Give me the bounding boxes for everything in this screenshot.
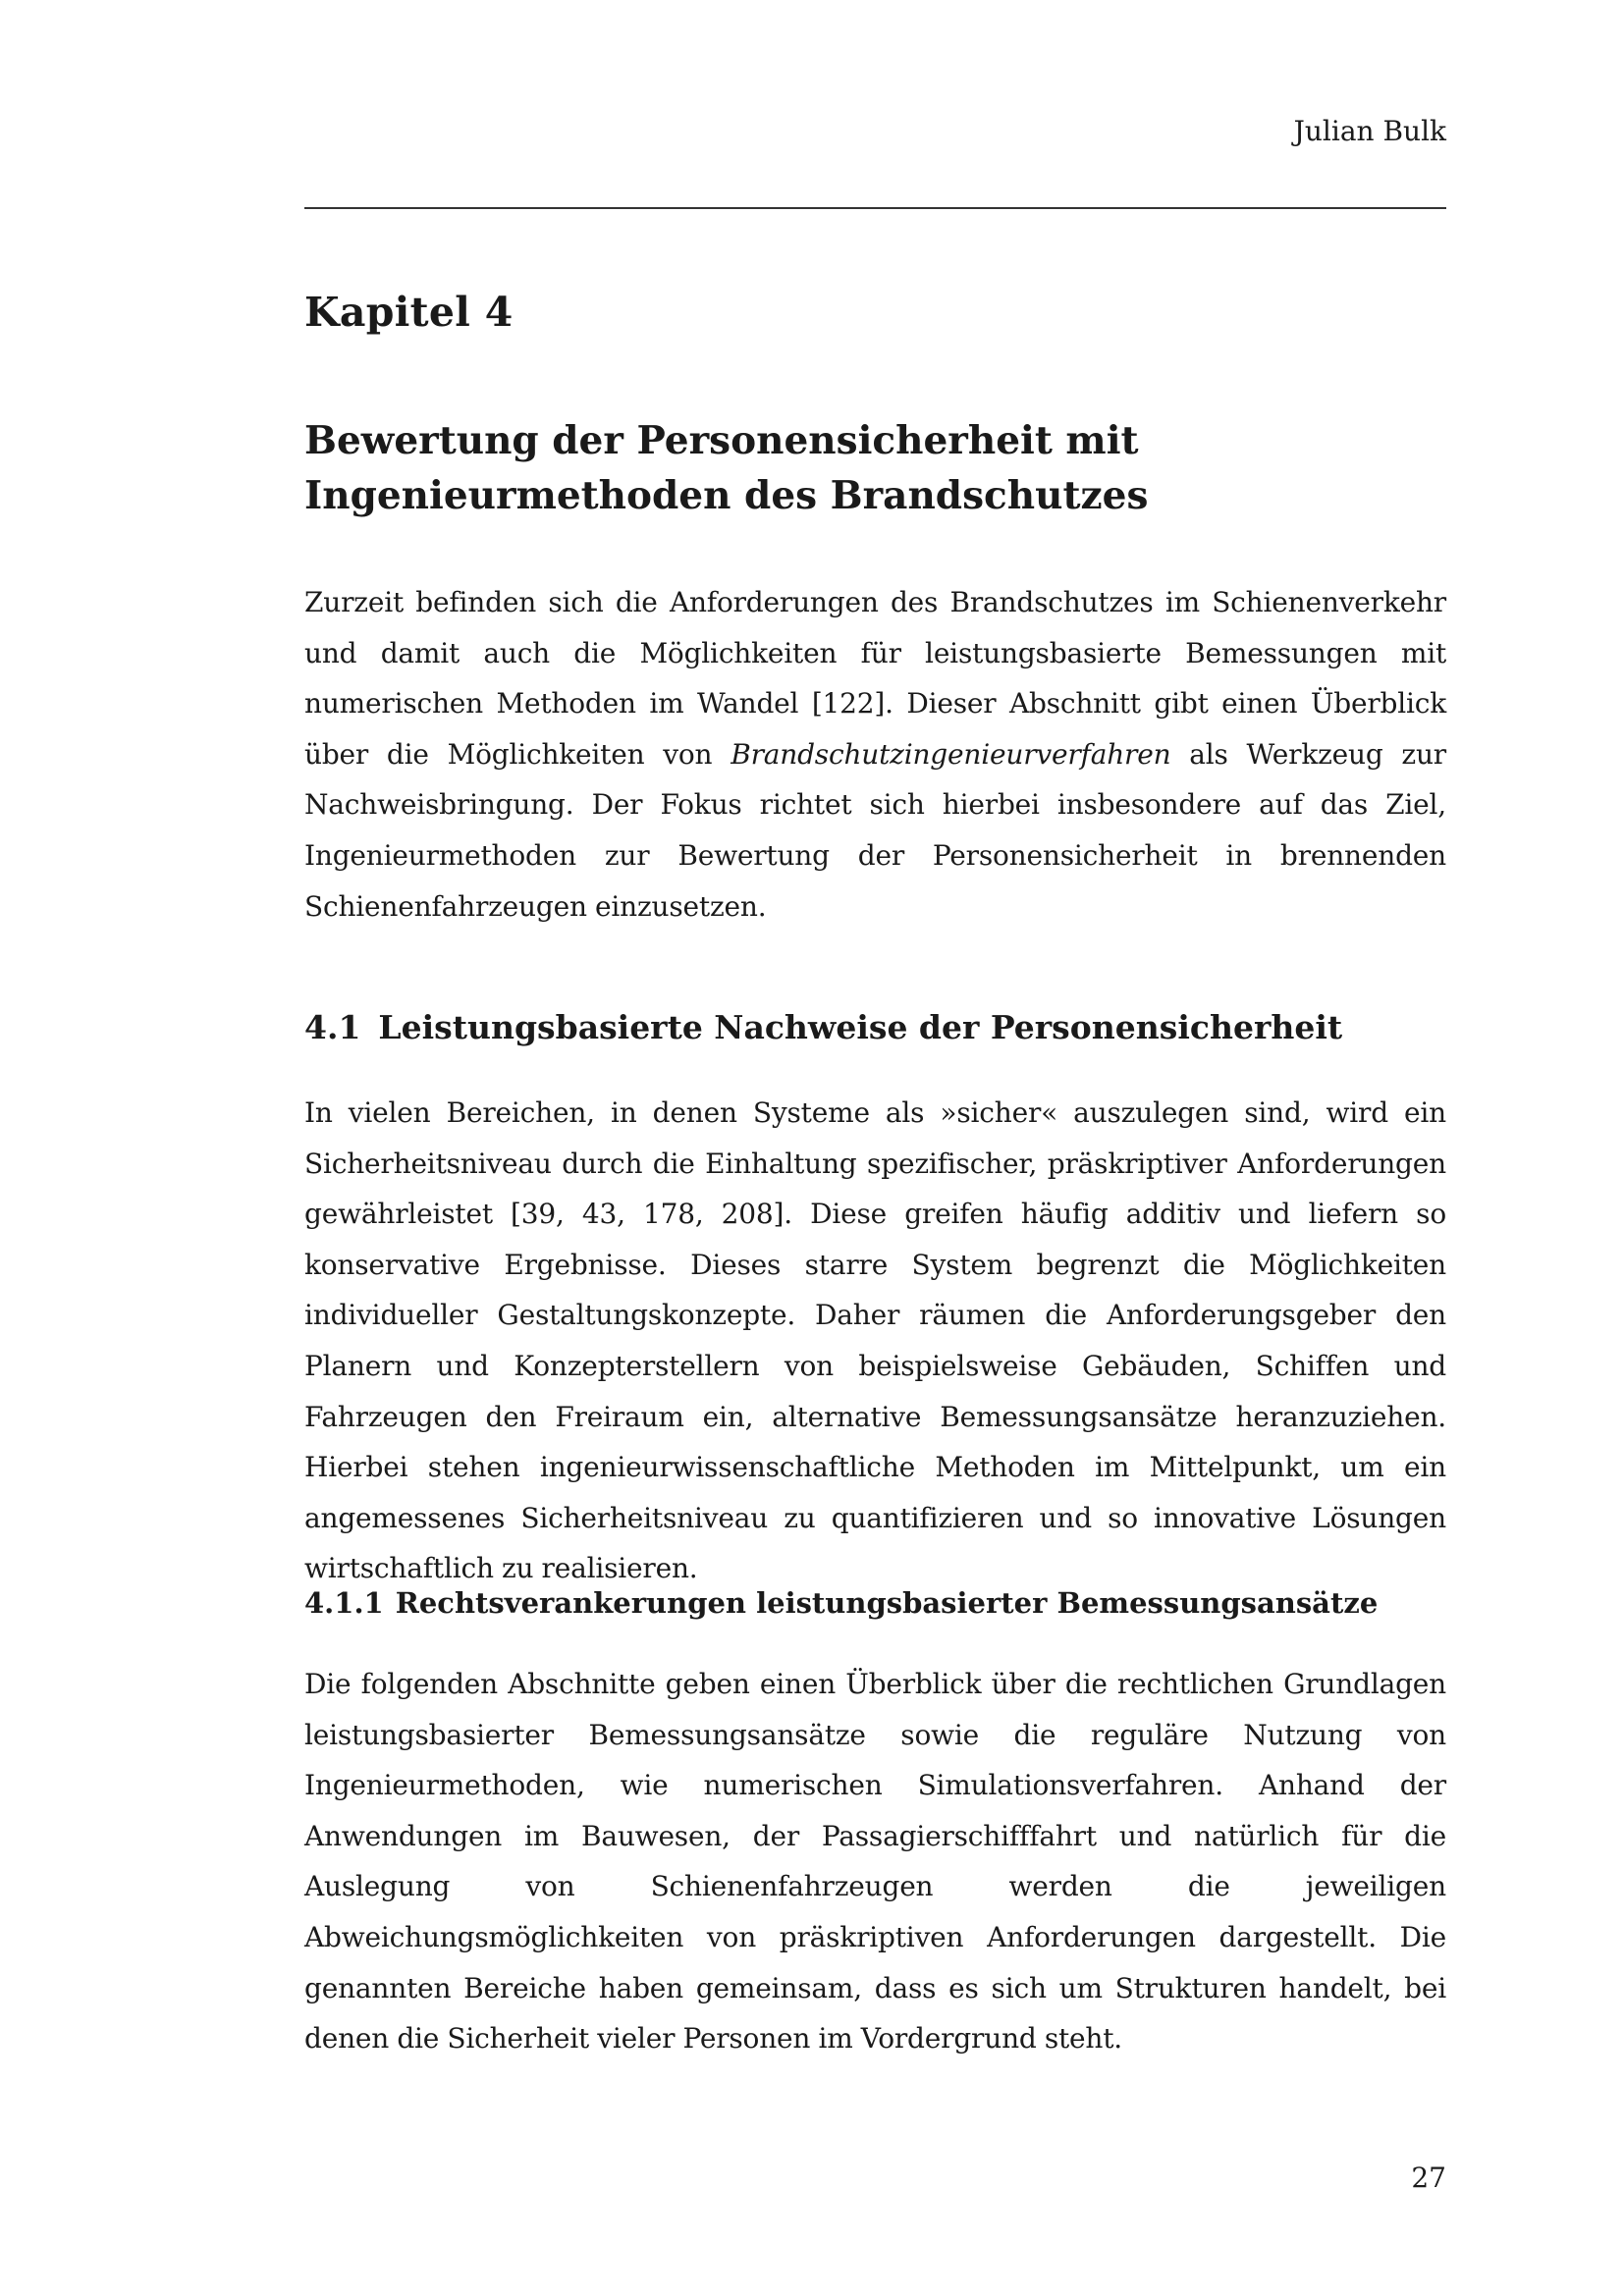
intro-text-end: als Werkzeug zur Nachweisbringung. Der Fokus richtet sich hierbei insbesondere auf das Ziel, Ingenieurmethoden zur Bewertung der Personensicherheit in brennenden Schienenfahrzeugen einzusetzen. xyxy=(304,737,1446,923)
chapter-title-line-1: Bewertung der Personensicherheit mit xyxy=(304,418,1139,463)
page-number: 27 xyxy=(1411,2162,1446,2194)
subsection-number: 4.1.1 xyxy=(304,1586,384,1620)
section-4-1-1-paragraph: Die folgenden Abschnitte geben einen Überblick über die rechtlichen Grundlagen leistungsbasierter Bemessungsansätze sowie die reguläre Nutzung von Ingenieurmethoden, wie numerischen Simulationsverfahren. Anhand der Anwendungen im Bauwesen, der Passagierschifffahrt und natürlich für die Auslegung von Schienenfahrzeugen werden die jeweiligen Abweichungsmöglichkeiten von präskriptiven Anforderungen dargestellt. Die genannten Bereiche haben gemeinsam, dass es sich um Strukturen handelt, bei denen die Sicherheit vieler Personen im Vordergrund steht. xyxy=(304,1668,1446,2056)
subsection-title: Rechtsverankerungen leistungsbasierter Bemessungsansätze xyxy=(395,1586,1379,1620)
section-number: 4.1 xyxy=(304,1008,361,1046)
header-rule xyxy=(304,207,1446,209)
section-heading-4-1 xyxy=(304,1006,1446,1049)
intro-italic-term: Brandschutzingenieurverfahren xyxy=(731,737,1171,771)
intro-text-start: Zurzeit befinden sich die Anforderungen des Brandschutzes im Schienenverkehr und damit auch die Möglichkeiten für leistungsbasierte Bemessungen mit numerischen Methoden im Wandel [122]. Dieser Abschnitt gibt einen Überblick über die Möglichkeiten von xyxy=(304,586,1446,771)
section-title: Leistungsbasierte Nachweise der Personensicherheit xyxy=(378,1008,1343,1046)
subsection-heading-4-1-1 xyxy=(304,1583,1446,1623)
intro-paragraph xyxy=(304,577,1446,932)
chapter-title-line-2: Ingenieurmethoden des Brandschutzes xyxy=(304,473,1149,518)
section-4-1-paragraph: In vielen Bereichen, in denen Systeme als »sicher« auszulegen sind, wird ein Sicherheitsniveau durch die Einhaltung spezifischer, präskriptiver Anforderungen gewährleistet [39, 43, 178, 208]. Diese greifen häufig additiv und liefern so konservative Ergebnisse. Dieses starre System begrenzt die Möglichkeiten individueller Gestaltungskonzepte. Daher räumen die Anforderungsgeber den Planern und Konzepterstellern von beispielsweise Gebäuden, Schiffen und Fahrzeugen den Freiraum ein, alternative Bemessungsansätze heranzuziehen. Hierbei stehen ingenieurwissenschaftliche Methoden im Mittelpunkt, um ein angemessenes Sicherheitsniveau zu quantifizieren und so innovative Lösungen wirtschaftlich zu realisieren. xyxy=(304,1096,1446,1585)
chapter-title xyxy=(304,413,1446,523)
chapter-label: Kapitel 4 xyxy=(304,289,514,336)
running-header-author: Julian Bulk xyxy=(1293,115,1446,147)
